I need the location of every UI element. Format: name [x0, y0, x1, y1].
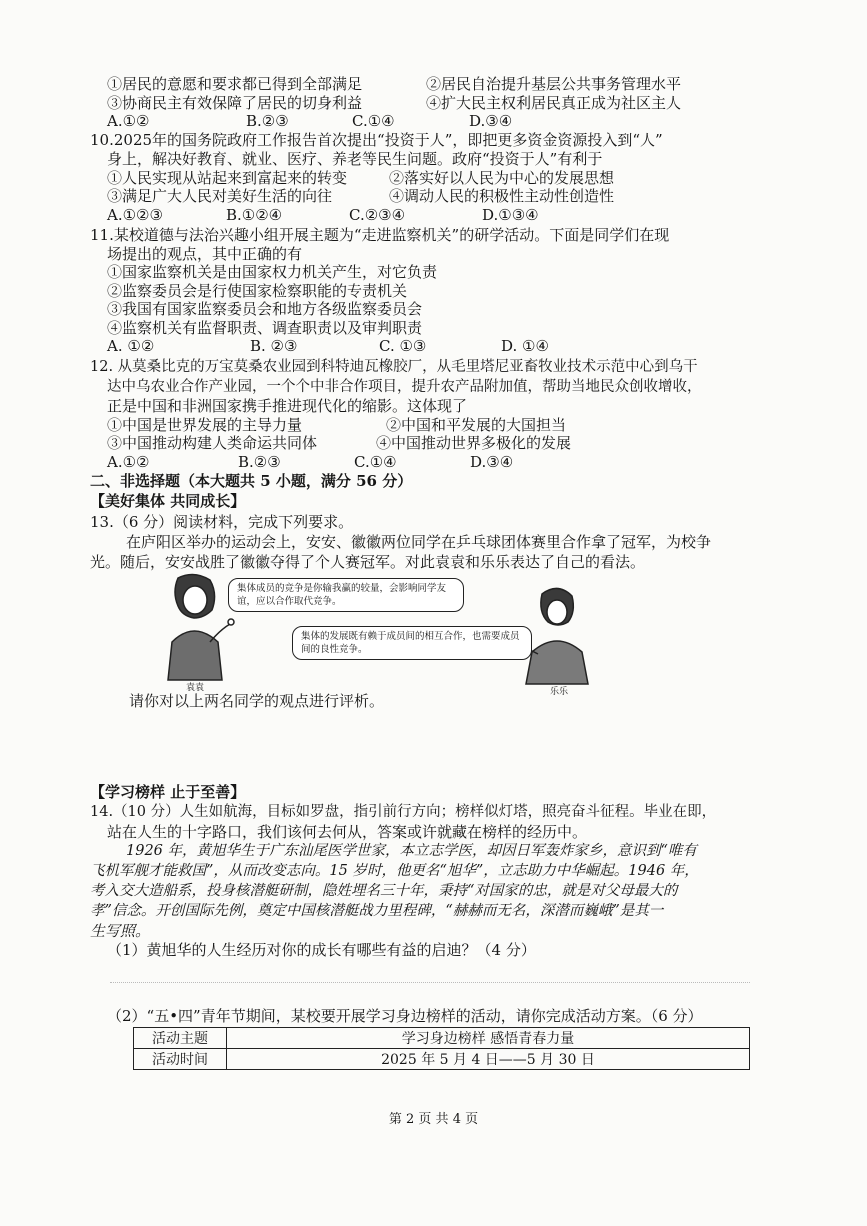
- unit-heading-1: 【美好集体 共同成长】: [90, 492, 246, 510]
- q12-option-3: ③中国推动构建人类命运共同体: [107, 434, 318, 452]
- table-row: [134, 1049, 750, 1070]
- q10-option-3: ③满足广大人民对美好生活的向往: [107, 187, 333, 205]
- q11-stem-line1: 11.某校道德与法治兴趣小组开展主题为“走进监察机关”的研学活动。下面是同学们在现: [90, 226, 670, 244]
- q10-stem-line2: 身上，解决好教育、就业、医疗、养老等民生问题。政府“投资于人”有利于: [107, 150, 603, 168]
- q14-header-line2: 站在人生的十字路口，我们该何去何从，答案或许就藏在榜样的经历中。: [107, 823, 588, 841]
- table-row: [134, 1028, 750, 1049]
- q12-option-1: ①中国是世界发展的主导力量: [107, 416, 303, 434]
- q14-material-p3: 考入交大造船系，投身核潜艇研制，隐姓埋名三十年，秉持“对国家的忠，就是对父母最大的: [90, 883, 678, 899]
- q11-choice-c: C. ①③: [379, 337, 427, 355]
- q12-stem-line2: 达中乌农业合作产业园，一个个中非合作项目，提升农产品附加值，帮助当地民众创收增收，: [107, 379, 702, 395]
- q9-choice-a: A.①②: [107, 112, 150, 130]
- q10-stem-line1: 10.2025年的国务院政府工作报告首次提出“投资于人”，即把更多资金资源投入到“人”: [90, 131, 663, 149]
- q12-option-4: ④中国推动世界多极化的发展: [376, 434, 572, 452]
- page-footer: 第 2 页 共 4 页: [388, 1112, 479, 1127]
- q9-option-4: ④扩大民主权利居民真正成为社区主人: [426, 94, 682, 112]
- q9-choice-b: B.②③: [246, 112, 289, 130]
- q10-option-1: ①人民实现从站起来到富起来的转变: [107, 169, 348, 187]
- name-caption-yuanyuan: 袁袁: [186, 683, 205, 693]
- q12-stem-line1: 12. 从莫桑比克的万宝莫桑农业园到科特迪瓦橡胶厂，从毛里塔尼亚畜牧业技术示范中心到乌干: [90, 359, 698, 375]
- q10-choice-c: C.②③④: [349, 206, 406, 224]
- table-cell-theme-value: 学习身边榜样 感悟青春力量: [227, 1028, 750, 1049]
- q14-subquestion-1: （1）黄旭华的人生经历对你的成长有哪些有益的启迪？（4 分）: [107, 941, 536, 959]
- q14-material-p1: 1926 年，黄旭华生于广东汕尾医学世家，本立志学医，却因日军轰炸家乡，意识到“唯有: [126, 843, 697, 859]
- q9-option-2: ②居民自治提升基层公共事务管理水平: [426, 75, 682, 93]
- table-cell-time-value: 2025 年 5 月 4 日——5 月 30 日: [227, 1049, 750, 1070]
- q11-option-3: ③我国有国家监察委员会和地方各级监察委员会: [107, 300, 423, 318]
- answer-space-line: [110, 980, 750, 983]
- table-cell-theme-label: 活动主题: [134, 1028, 227, 1049]
- q11-option-4: ④监察机关有监督职责、调查职责以及审判职责: [107, 319, 423, 337]
- q11-option-1: ①国家监察机关是由国家权力机关产生，对它负责: [107, 263, 438, 281]
- q9-choice-d: D.③④: [469, 112, 513, 130]
- q9-option-3: ③协商民主有效保障了居民的切身利益: [107, 94, 363, 112]
- q14-material-p4: 孝”信念。开创国际先例，奠定中国核潜艇战力里程碑，“赫赫而无名，深潜而巍峨”是其一: [90, 903, 664, 919]
- dialogue-illustration: [160, 572, 600, 697]
- q12-option-2: ②中国和平发展的大国担当: [386, 416, 567, 434]
- q13-header: 13.（6 分）阅读材料，完成下列要求。: [90, 513, 354, 531]
- q12-choice-d: D.③④: [470, 453, 514, 471]
- activity-plan-table: [133, 1027, 750, 1070]
- table-cell-time-label: 活动时间: [134, 1049, 227, 1070]
- q14-header-line1: 14.（10 分）人生如航海，目标如罗盘，指引前行方向；榜样似灯塔，照亮奋斗征程。毕业在即，: [90, 804, 717, 820]
- q11-choice-a: A. ①②: [107, 337, 155, 355]
- q12-choice-c: C.①④: [354, 453, 397, 471]
- girl-left-figure: [168, 574, 234, 680]
- q11-choice-d: D. ①④: [501, 337, 549, 355]
- q11-stem-line2: 场提出的观点，其中正确的有: [107, 245, 303, 263]
- q10-choice-d: D.①③④: [482, 206, 539, 224]
- q9-option-1: ①居民的意愿和要求都已得到全部满足: [107, 75, 363, 93]
- q9-choice-c: C.①④: [352, 112, 395, 130]
- unit-heading-2: 【学习榜样 止于至善】: [90, 783, 246, 801]
- q10-choice-a: A.①②③: [107, 206, 163, 224]
- q11-option-2: ②监察委员会是行使国家检察职能的专责机关: [107, 282, 408, 300]
- speech-bubble-yuanyuan: 集体成员的竞争是你输我赢的较量，会影响同学友谊，应以合作取代竞争。: [228, 578, 464, 612]
- q12-choice-b: B.②③: [238, 453, 281, 471]
- section-title: 二、非选择题（本大题共 5 小题，满分 56 分）: [90, 472, 413, 490]
- name-caption-lele: 乐乐: [550, 687, 569, 697]
- q11-choice-b: B. ②③: [250, 337, 298, 355]
- q14-material-p5: 生写照。: [90, 922, 151, 940]
- q14-subquestion-2: （2）“五•四”青年节期间，某校要开展学习身边榜样的活动，请你完成活动方案。（6 分）: [107, 1007, 703, 1025]
- q10-choice-b: B.①②④: [226, 206, 283, 224]
- q13-prompt: 请你对以上两名同学的观点进行评析。: [129, 692, 385, 710]
- q10-option-2: ②落实好以人民为中心的发展思想: [389, 169, 615, 187]
- speech-bubble-lele: 集体的发展既有赖于成员间的相互合作，也需要成员间的良性竞争。: [292, 626, 532, 660]
- q10-option-4: ④调动人民的积极性主动性创造性: [389, 187, 615, 205]
- q13-material-line1: 在庐阳区举办的运动会上，安安、徽徽两位同学在乒乓球团体赛里合作拿了冠军，为校争: [126, 533, 712, 551]
- q14-material-p2: 飞机军舰才能救国”，从而改变志向。15 岁时，他更名“旭华”，立志助力中华崛起。1946 年，: [90, 863, 699, 879]
- q13-material-line2: 光。随后，安安战胜了徽徽夺得了个人赛冠军。对此袁袁和乐乐表达了自己的看法。: [90, 553, 646, 571]
- q12-stem-line3: 正是中国和非洲国家携手推进现代化的缩影。这体现了: [107, 397, 468, 415]
- q12-choice-a: A.①②: [107, 453, 150, 471]
